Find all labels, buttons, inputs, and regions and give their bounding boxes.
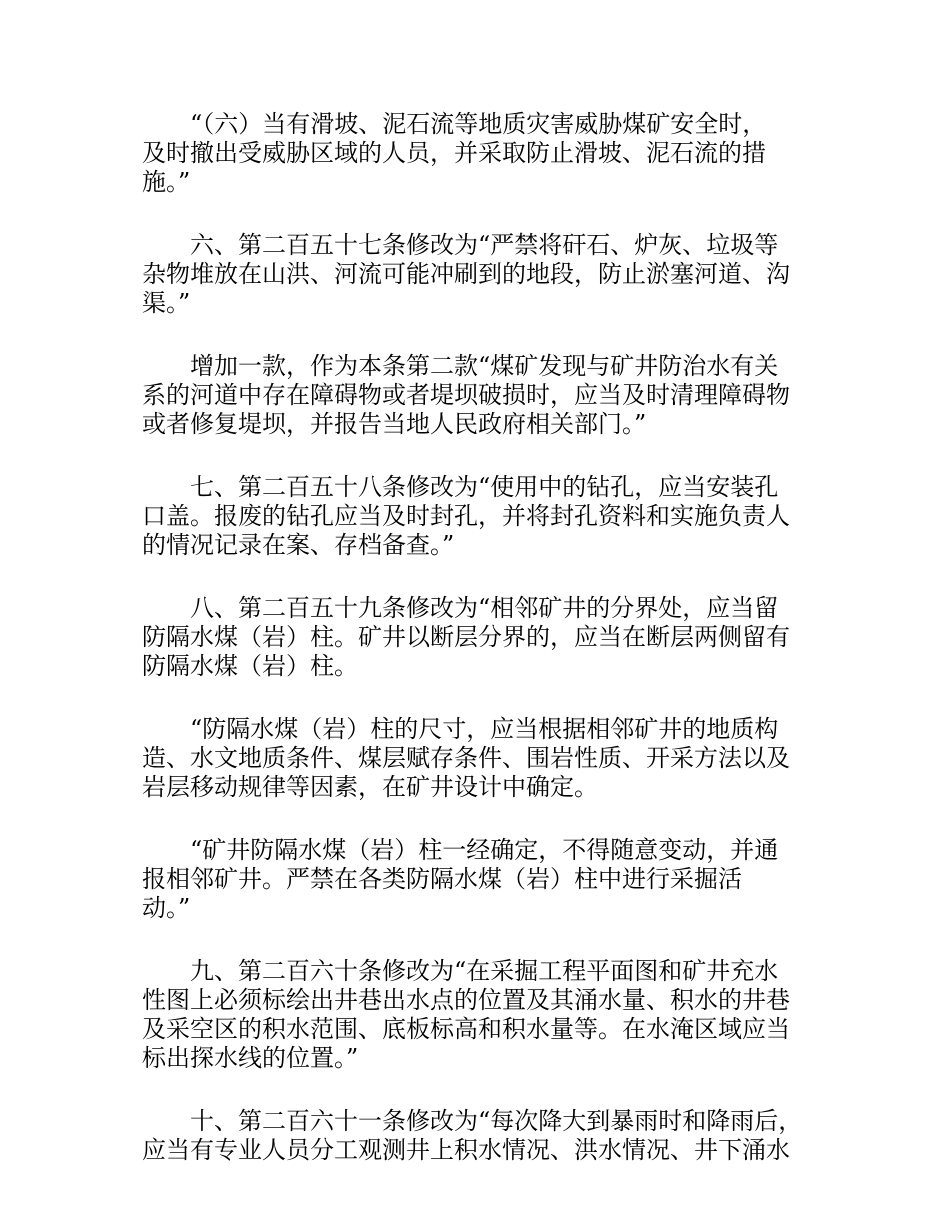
- text-line: 岩层移动规律等因素，在矿井设计中确定。: [142, 773, 598, 801]
- text-line: 施。”: [142, 168, 191, 196]
- text-line: 报相邻矿井。严禁在各类防隔水煤（岩）柱中进行采掘活: [142, 865, 742, 893]
- paragraph: [142, 1107, 812, 1165]
- text-line: “矿井防隔水煤（岩）柱一经确定，不得随意变动，并通: [190, 836, 779, 864]
- text-line: 防隔水煤（岩）柱。: [142, 652, 358, 680]
- text-line: 杂物堆放在山洪、河流可能冲刷到的地段，防止淤塞河道、沟: [142, 260, 790, 288]
- text-line: 的情况记录在案、存档备查。”: [142, 531, 455, 559]
- text-line: 八、第二百五十九条修改为“相邻矿井的分界处，应当留: [190, 594, 779, 622]
- text-line: 九、第二百六十条修改为“在采掘工程平面图和矿井充水: [190, 957, 779, 985]
- text-line: “防隔水煤（岩）柱的尺寸，应当根据相邻矿井的地质构: [190, 715, 779, 743]
- text-line: 六、第二百五十七条修改为“严禁将矸石、炉灰、垃圾等: [190, 231, 779, 259]
- paragraph: [142, 715, 812, 802]
- text-line: 标出探水线的位置。”: [142, 1044, 359, 1072]
- text-line: 动。”: [142, 894, 191, 922]
- text-line: 及采空区的积水范围、底板标高和积水量等。在水淹区域应当: [142, 1015, 790, 1043]
- text-line: 渠。”: [142, 289, 191, 317]
- paragraph: [142, 473, 812, 560]
- paragraph: [142, 957, 812, 1073]
- paragraph: [142, 836, 812, 923]
- text-line: 十、第二百六十一条修改为“每次降大到暴雨时和降雨后，: [190, 1107, 803, 1135]
- text-line: 七、第二百五十八条修改为“使用中的钻孔，应当安装孔: [190, 473, 779, 501]
- text-line: 及时撤出受威胁区域的人员，并采取防止滑坡、泥石流的措: [142, 139, 766, 167]
- text-line: 造、水文地质条件、煤层赋存条件、围岩性质、开采方法以及: [142, 744, 790, 772]
- text-line: 应当有专业人员分工观测井上积水情况、洪水情况、井下涌水: [142, 1136, 790, 1164]
- text-line: 系的河道中存在障碍物或者堤坝破损时，应当及时清理障碍物: [142, 381, 790, 409]
- paragraph: [142, 110, 812, 197]
- text-line: “（六）当有滑坡、泥石流等地质灾害威胁煤矿安全时，: [190, 110, 767, 138]
- text-line: 或者修复堤坝，并报告当地人民政府相关部门。”: [142, 410, 647, 438]
- text-line: 口盖。报废的钻孔应当及时封孔，并将封孔资料和实施负责人: [142, 502, 790, 530]
- document-body: [142, 110, 812, 1199]
- paragraph: [142, 594, 812, 681]
- text-line: 性图上必须标绘出井巷出水点的位置及其涌水量、积水的井巷: [142, 986, 790, 1014]
- text-line: 防隔水煤（岩）柱。矿井以断层分界的，应当在断层两侧留有: [142, 623, 790, 651]
- text-line: 增加一款，作为本条第二款“煤矿发现与矿井防治水有关: [190, 352, 779, 380]
- paragraph: [142, 231, 812, 318]
- paragraph: [142, 352, 812, 439]
